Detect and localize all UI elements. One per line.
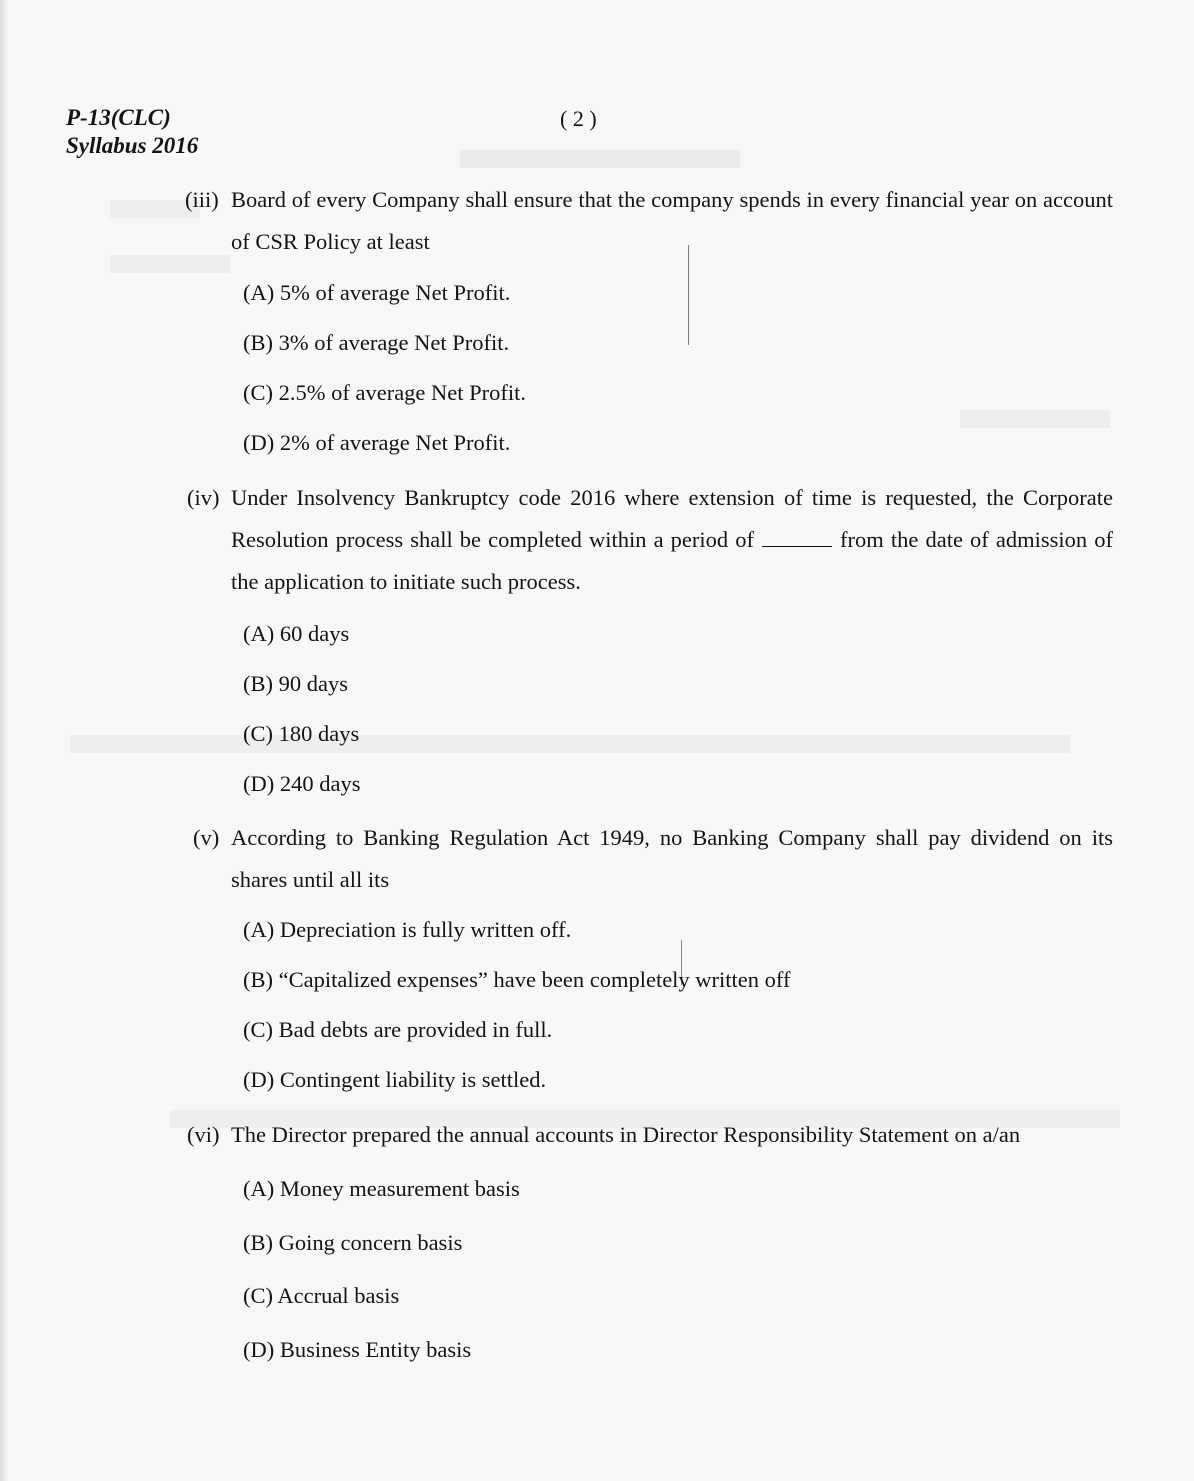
syllabus-label: Syllabus 2016 xyxy=(66,133,199,158)
question-text-after-blank: from the date of admission of the application to initiate such process. xyxy=(231,527,1113,594)
page-number: ( 2 ) xyxy=(560,106,597,131)
fill-in-blank xyxy=(762,528,832,547)
page-edge-shadow xyxy=(0,0,8,1481)
bleed-through-mark xyxy=(460,150,740,168)
question-number: (vi) xyxy=(187,1122,220,1147)
bleed-through-mark xyxy=(110,255,230,273)
question-number: (v) xyxy=(193,825,220,850)
option-b: (B) Going concern basis xyxy=(243,1230,463,1255)
option-d: (D) 2% of average Net Profit. xyxy=(243,430,511,455)
question-text: According to Banking Regulation Act 1949, no Banking Company shall pay dividend on its shares until all its xyxy=(231,825,1113,892)
question-text: Board of every Company shall ensure that the company spends in every financial year on account of CSR Policy at least xyxy=(231,187,1113,254)
option-b: (B) 3% of average Net Profit. xyxy=(243,330,510,355)
option-a: (A) 60 days xyxy=(243,621,350,646)
bleed-through-mark xyxy=(70,735,1070,753)
question-number: (iv) xyxy=(187,485,220,510)
option-c: (C) Bad debts are provided in full. xyxy=(243,1017,553,1042)
option-a: (A) 5% of average Net Profit. xyxy=(243,280,511,305)
option-d: (D) Contingent liability is settled. xyxy=(243,1067,547,1092)
option-c: (C) 180 days xyxy=(243,721,360,746)
option-b: (B) 90 days xyxy=(243,671,348,696)
option-d: (D) 240 days xyxy=(243,771,361,796)
bleed-through-mark xyxy=(960,410,1110,428)
option-b: (B) “Capitalized expenses” have been completely written off xyxy=(243,967,791,992)
option-a: (A) Money measurement basis xyxy=(243,1176,520,1201)
paper-code: P-13(CLC) xyxy=(66,105,171,130)
option-a: (A) Depreciation is fully written off. xyxy=(243,917,572,942)
question-text xyxy=(231,477,1113,603)
question-number: (iii) xyxy=(185,187,219,212)
option-c: (C) Accrual basis xyxy=(243,1283,400,1308)
option-c: (C) 2.5% of average Net Profit. xyxy=(243,380,527,405)
question-text: The Director prepared the annual accounts in Director Responsibility Statement on a/an xyxy=(231,1122,1021,1147)
option-d: (D) Business Entity basis xyxy=(243,1337,472,1362)
question-text-before-blank: Under Insolvency Bankruptcy code 2016 where extension of time is requested, the Corporate Resolution process shall be completed within a period of xyxy=(231,485,1113,552)
